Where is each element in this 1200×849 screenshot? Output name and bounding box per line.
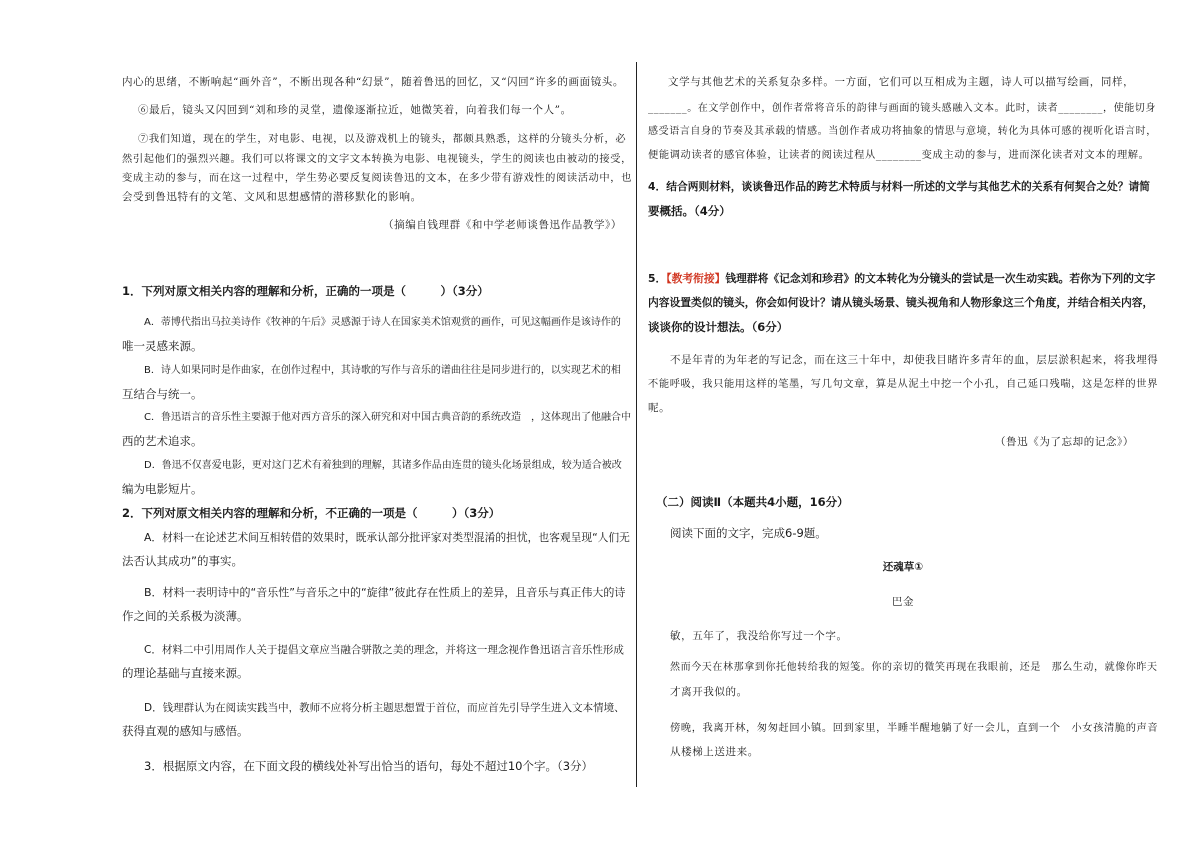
option-2c-cont: 的理论基础与直接来源。 [122, 666, 249, 680]
question-5-text: 钱理群将《记念刘和珍君》的文本转化为分镜头的尝试是一次生动实践。若你为下列的文字 [725, 272, 1156, 285]
quote-line: 不能呼吸，我只能用这样的笔墨，写几句文章，算是从泥土中挖一个小孔，自己延口残喘，这是怎样的世界 [648, 378, 1158, 390]
option-1d[interactable]: D．鲁迅不仅喜爱电影，更对这门艺术有着独到的理解，其诸多作品由连贯的镜头化场景组成，较为适合被改 [144, 460, 622, 471]
quote-line: 呢。 [648, 402, 671, 414]
question-3-stem: 3．根据原文内容，在下面文段的横线处补写出恰当的语句，每处不超过10个字。（3分） [144, 759, 594, 773]
option-2a[interactable]: A．材料一在论述艺术间互相转借的效果时，既承认部分批评家对类型混淆的担忧，也客观呈现“人们无 [144, 531, 630, 544]
story-line: 才离开我似的。 [670, 686, 748, 698]
option-1b[interactable]: B．诗人如果同时是作曲家，在创作过程中，其诗歌的写作与音乐的谱曲往往是同步进行的，以实现艺术的相 [144, 365, 621, 376]
story-line: 傍晚，我离开林，匆匆赶回小镇。回到家里，半睡半醒地躺了好一会儿，直到一个 小女孩清脆的声音 [670, 722, 1159, 734]
option-1c[interactable]: C．鲁迅语言的音乐性主要源于他对西方音乐的深入研究和对中国古典音韵的系统改造 ，这体现出了他融合中 [144, 412, 631, 423]
question-5-cont: 谈谈你的设计想法。（6分） [648, 320, 789, 334]
option-2b-cont: 作之间的关系极为淡薄。 [122, 609, 249, 623]
reading-instruction: 阅读下面的文字，完成6-9题。 [670, 526, 827, 540]
story-line: 敏，五年了，我没给你写过一个字。 [670, 630, 848, 642]
option-2c[interactable]: C．材料二中引用周作人关于提倡文章应当融合骈散之美的理念，并将这一理念视作鲁迅语言音乐性形成 [144, 644, 624, 656]
text-line: 便能调动读者的感官体验，让读者的阅读过程从________变成主动的参与，进而深化读者对文本的理解。 [648, 149, 1150, 161]
teaching-link-tag: 【教考衔接】 [666, 272, 726, 285]
text-line: _______。在文学创作中，创作者常将音乐的韵律与画面的镜头感融入文本。此时，读者________，使能切身 [648, 103, 1156, 114]
quote-source: （鲁迅《为了忘却的记念》） [994, 436, 1134, 448]
text-line: 感受语言自身的节奏及其承载的情感。当创作者成功将抽象的情思与意境，转化为具体可感的视听化语言时， [648, 126, 1157, 137]
story-line: 然而今天在林那拿到你托他转给我的短笺。你的亲切的微笑再现在我眼前，还是 那么生动，就像你昨天 [670, 662, 1158, 673]
option-1d-cont: 编为电影短片。 [122, 482, 203, 496]
text-line: 然引起他们的强烈兴趣。我们可以将课文的文字文本转换为电影、电视镜头，学生的阅读也由被动的接受， [122, 153, 632, 165]
question-5-number: 5． [648, 272, 667, 285]
option-2d-cont: 获得直观的感知与感悟。 [122, 724, 249, 738]
question-1-stem: 1．下列对原文相关内容的理解和分析，正确的一项是（ ）（3分） [122, 284, 489, 298]
story-title: 还魂草① [882, 561, 924, 573]
source-citation: （摘编自钱理群《和中学老师谈鲁迅作品教学》） [383, 219, 622, 231]
section-heading: （二）阅读Ⅱ（本题共4小题，16分） [656, 495, 849, 509]
question-5-cont: 内容设置类似的镜头，你会如何设计？请从镜头场景、镜头视角和人物形象这三个角度，并结合相关内容， [648, 296, 1154, 309]
question-4-cont: 要概括。（4分） [648, 204, 731, 218]
text-line: ⑦我们知道，现在的学生，对电影、电视，以及游戏机上的镜头，都颇具熟悉，这样的分镜头分析，必 [138, 133, 627, 145]
quote-line: 不是年青的为年老的写记念，而在这三十年中，却使我目睹许多青年的血，层层淤积起来，将我埋得 [670, 354, 1159, 366]
option-1b-cont: 互结合与统一。 [122, 387, 203, 401]
option-2a-cont: 法否认其成功”的事实。 [122, 554, 243, 568]
option-2d[interactable]: D．钱理群认为在阅读实践当中，教师不应将分析主题思想置于首位，而应首先引导学生进入文本情境、 [144, 702, 625, 714]
question-5-stem [648, 271, 1155, 287]
option-2b[interactable]: B．材料一表明诗中的“音乐性”与音乐之中的“旋律”彼此存在性质上的差异，且音乐与真正伟大的诗 [144, 586, 626, 599]
text-line: 文学与其他艺术的关系复杂多样。一方面，它们可以互相成为主题，诗人可以描写绘画，同样， [668, 76, 1135, 88]
column-divider [636, 62, 637, 787]
story-line: 从楼梯上送进来。 [670, 746, 759, 758]
text-line: 变成主动的参与，而在这一过程中，学生势必要反复阅读鲁迅的文本，在多少带有游戏性的阅读活动中，也 [122, 172, 632, 184]
text-line: 会受到鲁迅特有的文笔、文风和思想感情的潜移默化的影响。 [122, 191, 422, 203]
option-1c-cont: 西的艺术追求。 [122, 434, 203, 448]
text-line: 内心的思绪，不断响起“画外音”，不断出现各种“幻景”，随着鲁迅的回忆，又“闪回”许多的画面镜头。 [122, 76, 625, 88]
story-author: 巴金 [891, 596, 915, 608]
question-4-stem: 4．结合两则材料，谈谈鲁迅作品的跨艺术特质与材料一所述的文学与其他艺术的关系有何契合之处？请简 [648, 180, 1150, 193]
option-1a-cont: 唯一灵感来源。 [122, 339, 203, 353]
question-2-stem: 2．下列对原文相关内容的理解和分析，不正确的一项是（ ）（3分） [122, 506, 501, 520]
text-line: ⑥最后，镜头又闪回到“刘和珍的灵堂，遗像逐渐拉近，她微笑着，向着我们每一个人”。 [138, 104, 572, 116]
option-1a[interactable]: A．蒂博代指出马拉美诗作《牧神的午后》灵感源于诗人在国家美术馆观赏的画作，可见这幅画作是该诗作的 [144, 317, 621, 328]
